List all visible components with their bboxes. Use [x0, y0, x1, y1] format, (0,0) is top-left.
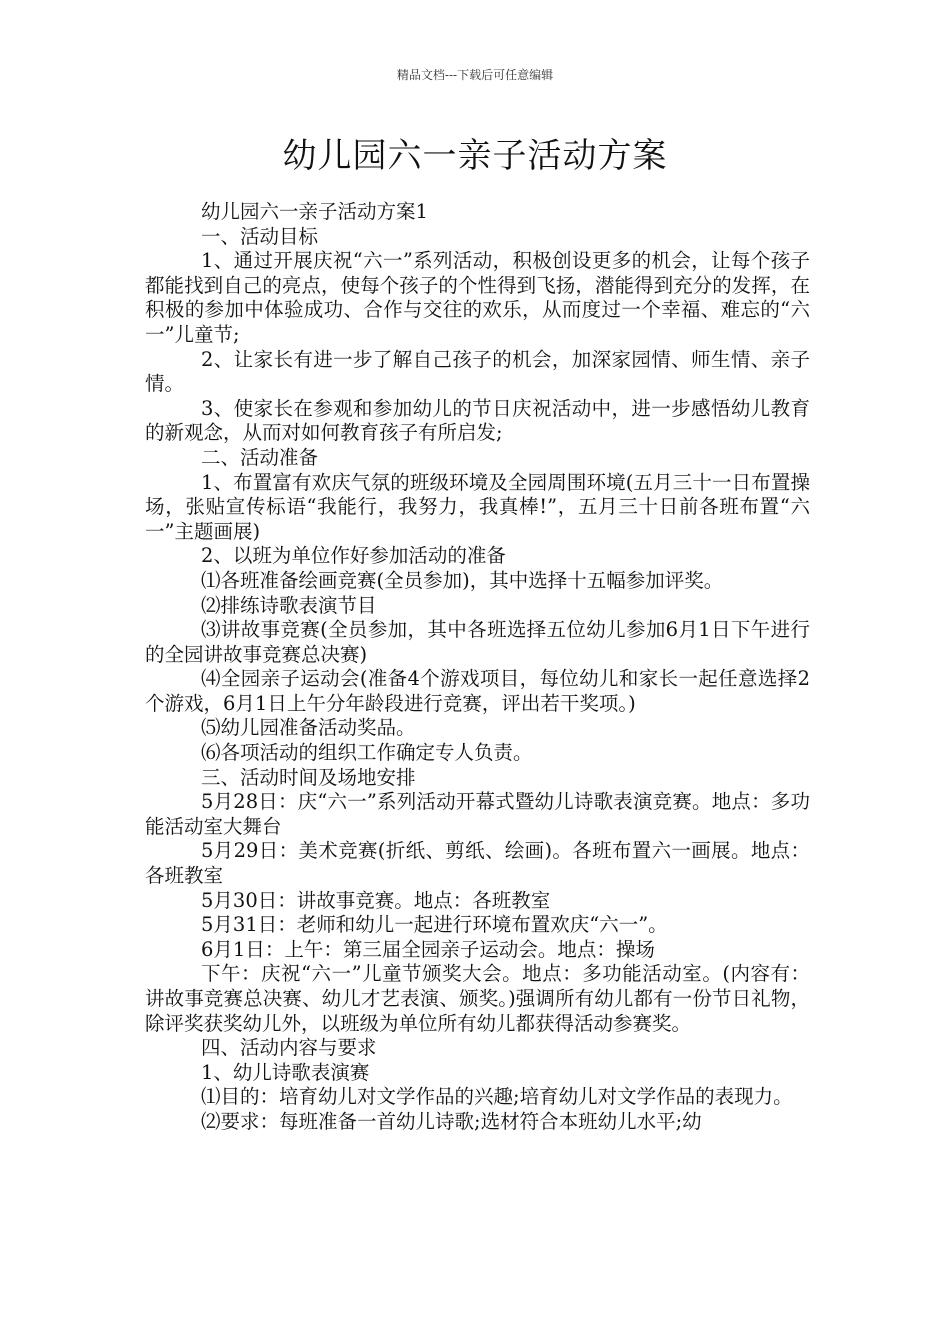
paragraph: 2、让家长有进一步了解自己孩子的机会，加深家园情、师生情、亲子情。 [145, 347, 810, 396]
list-item: ⑷全园亲子运动会(准备4个游戏项目，每位幼儿和家长一起任意选择2个游戏，6月1日上午分年龄段进行竞赛，评出若干奖项。) [145, 667, 810, 715]
document-body [145, 200, 810, 1135]
paragraph: 3、使家长在参观和参加幼儿的节日庆祝活动中，进一步感悟幼儿教育的新观念，从而对如何教育孩子有所启发; [145, 396, 810, 445]
schedule-item: 5月28日：庆“六一”系列活动开幕式暨幼儿诗歌表演竞赛。地点：多功能活动室大舞台 [145, 790, 810, 838]
paragraph: 1、幼儿诗歌表演赛 [201, 1060, 370, 1084]
plan-subtitle: 幼儿园六一亲子活动方案1 [201, 200, 428, 223]
section-heading: 一、活动目标 [201, 224, 319, 248]
list-item: ⑴目的：培育幼儿对文学作品的兴趣;培育幼儿对文学作品的表现力。 [201, 1085, 793, 1109]
paragraph: 1、布置富有欢庆气氛的班级环境及全园周围环境(五月三十一日布置操场，张贴宣传标语“我能行，我努力，我真棒!”，五月三十日前各班布置“六一”主题画展) [145, 470, 810, 543]
schedule-item: 5月31日：老师和幼儿一起进行环境布置欢庆“六一”。 [201, 913, 668, 937]
schedule-item: 5月30日：讲故事竞赛。地点：各班教室 [201, 888, 551, 912]
list-item: ⑶讲故事竞赛(全员参加，其中各班选择五位幼儿参加6月1日下午进行的全园讲故事竞赛总决赛) [145, 618, 810, 666]
list-item: ⑸幼儿园准备活动奖品。 [201, 716, 416, 740]
schedule-item: 下午：庆祝“六一”儿童节颁奖大会。地点：多功能活动室。(内容有：讲故事竞赛总决赛、幼儿才艺表演、颁奖。)强调所有幼儿都有一份节日礼物，除评奖获奖幼儿外，以班级为单位所有幼儿都获得活动参赛奖。 [145, 962, 810, 1035]
schedule-item: 5月29日：美术竞赛(折纸、剪纸、绘画)。各班布置六一画展。地点：各班教室 [145, 839, 810, 888]
list-item: ⑵要求：每班准备一首幼儿诗歌;选材符合本班幼儿水平;幼 [201, 1109, 702, 1133]
paragraph: 2、以班为单位作好参加活动的准备 [201, 544, 506, 568]
document-title: 幼儿园六一亲子活动方案 [282, 136, 668, 176]
page-header: 精品文档---下载后可任意编辑 [396, 68, 554, 82]
list-item: ⑴各班准备绘画竞赛(全员参加)，其中选择十五幅参加评奖。 [201, 568, 724, 592]
section-heading: 三、活动时间及场地安排 [201, 765, 416, 789]
section-heading: 二、活动准备 [201, 445, 319, 469]
schedule-item: 6月1日：上午：第三届全园亲子运动会。地点：操场 [201, 937, 655, 961]
paragraph: 1、通过开展庆祝“六一”系列活动，积极创设更多的机会，让每个孩子都能找到自己的亮点，使每个孩子的个性得到飞扬，潜能得到充分的发挥，在积极的参加中体验成功、合作与交往的欢乐，从而度过一个幸福、难忘的“六一”儿童节; [145, 249, 810, 346]
list-item: ⑵排练诗歌表演节目 [201, 593, 377, 617]
list-item: ⑹各项活动的组织工作确定专人负责。 [201, 741, 533, 765]
section-heading: 四、活动内容与要求 [201, 1036, 377, 1060]
